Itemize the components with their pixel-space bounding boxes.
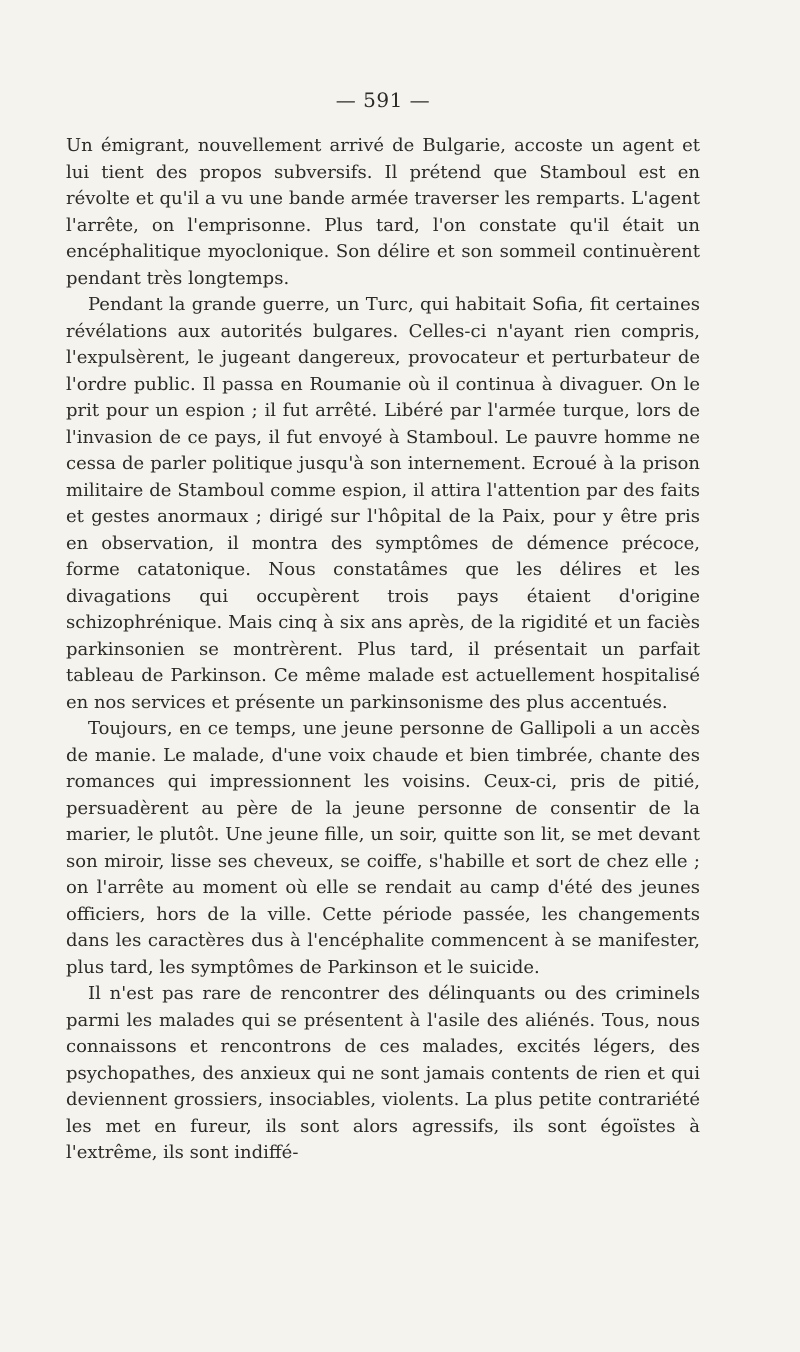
paragraph-2: Pendant la grande guerre, un Turc, qui habitait Sofia, fit certaines révélations aux autorités bulgares. Celles-ci n'ayant rien compris, l'expulsèrent, le jugeant dangereux, provocateur et perturbateur de l'ordre public. Il passa en Roumanie où il continua à divaguer. On le prit pour un espion ; il fut arrêté. Libéré par l'armée turque, lors de l'invasion de ce pays, il fut envoyé à Stamboul. Le pauvre homme ne cessa de parler politique jusqu'à son internement. Ecroué à la prison militaire de Stamboul comme espion, il attira l'attention par des faits et gestes anormaux ; dirigé sur l'hôpital de la Paix, pour y être pris en observation, il montra des symptômes de démence précoce, forme catatonique. Nous constatâmes que les délires et les divagations qui occupèrent trois pays étaient d'origine schizophrénique. Mais cinq à six ans après, de la rigidité et un faciès parkinsonien se montrèrent. Plus tard, il présentait un parfait tableau de Parkinson. Ce même malade est actuellement hospitalisé en nos services et présente un parkinsonisme des plus accentués. — [66, 294, 700, 713]
paragraph-1: Un émigrant, nouvellement arrivé de Bulgarie, accoste un agent et lui tient des propos subversifs. Il prétend que Stamboul est en révolte et qu'il a vu une bande armée traverser les remparts. L'agent l'arrête, on l'emprisonne. Plus tard, l'on constate qu'il était un encéphalitique myoclonique. Son délire et son sommeil continuèrent pendant très longtemps. — [66, 135, 700, 289]
book-page — [66, 82, 700, 1167]
paragraph-3: Toujours, en ce temps, une jeune personne de Gallipoli a un accès de manie. Le malade, d'une voix chaude et bien timbrée, chante des romances qui impressionnent les voisins. Ceux-ci, pris de pitié, persuadèrent au père de la jeune personne de consentir de la marier, le plutôt. Une jeune fille, un soir, quitte son lit, se met devant son miroir, lisse ses cheveux, se coiffe, s'habille et sort de chez elle ; on l'arrête au moment où elle se rendait au camp d'été des jeunes officiers, hors de la ville. Cette période passée, les changements dans les caractères dus à l'encéphalite commencent à se manifester, plus tard, les symptômes de Parkinson et le suicide. — [66, 718, 700, 978]
paragraph-4: Il n'est pas rare de rencontrer des délinquants ou des criminels parmi les malades qui se présentent à l'asile des aliénés. Tous, nous connaissons et rencontrons de ces malades, excités légers, des psychopathes, des anxieux qui ne sont jamais contents de rien et qui deviennent grossiers, insociables, violents. La plus petite contrariété les met en fureur, ils sont alors agressifs, ils sont égoïstes à l'extrême, ils sont indiffé- — [66, 983, 700, 1163]
page-number: — 591 — — [335, 88, 431, 112]
